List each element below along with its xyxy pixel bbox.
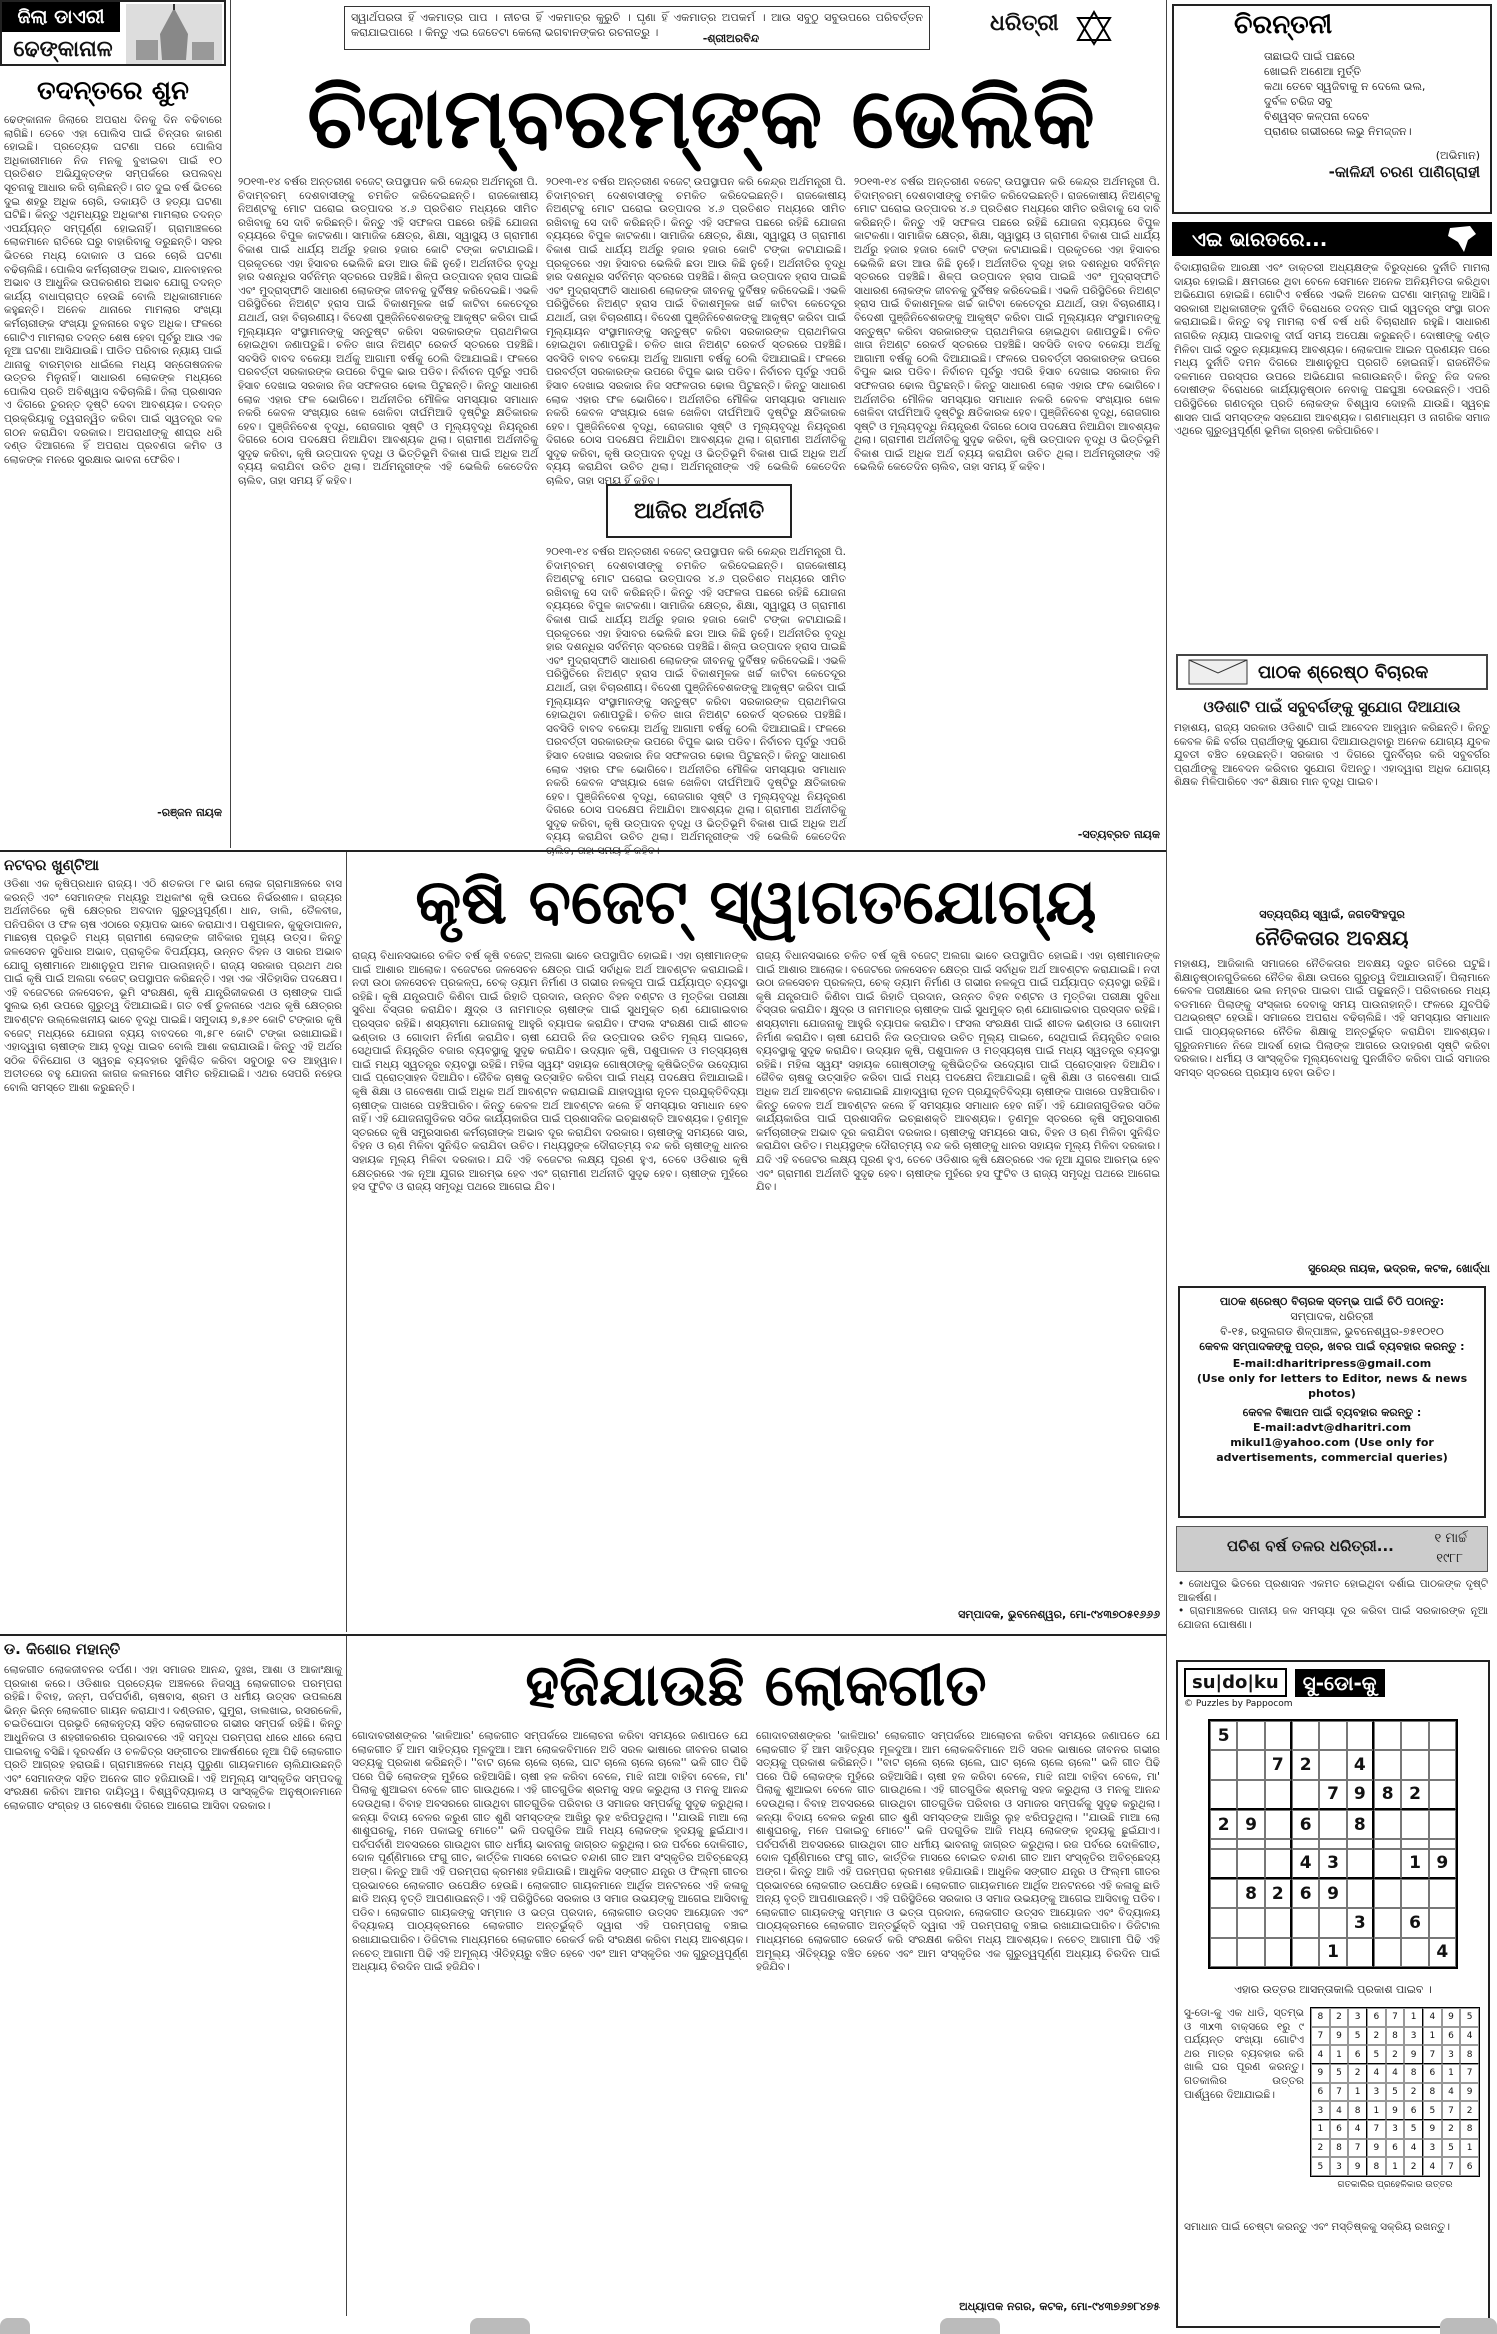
solution-cell: 1 (1348, 2083, 1367, 2102)
contact-box (1178, 1286, 1486, 1518)
sudoku-cell[interactable] (1237, 1938, 1264, 1967)
solution-cell: 7 (1442, 2101, 1461, 2120)
solution-cell: 6 (1386, 2139, 1405, 2158)
star-logo-icon (1076, 10, 1112, 46)
district-label: ଜିଲା ଡାଏରୀ (2, 2, 120, 32)
sudoku-cell[interactable] (1319, 1839, 1346, 1848)
chirantani-source: (ଅଭିମାନ) (1435, 149, 1480, 162)
reader-banner (1176, 654, 1488, 690)
ads-email-heading: କେବଳ ବିଜ୍ଞାପନ ପାଇଁ ବ୍ୟବହାର କରନ୍ତୁ : (1242, 1406, 1422, 1419)
sudoku-cell[interactable] (1292, 1839, 1319, 1848)
sudoku-logo: su|do|ku (1184, 1668, 1287, 1697)
solution-cell: 9 (1367, 2139, 1386, 2158)
sudoku-cell[interactable]: 3 (1319, 1849, 1346, 1879)
chirantani-line: କଥା ତେବେ ସ୍ୱଜିବାକୁ ନ ଦେଲେ ଭଲ, (1264, 80, 1426, 93)
sudoku-cell[interactable] (1347, 1721, 1374, 1750)
sudoku-cell[interactable] (1429, 1879, 1456, 1908)
chirantani-poem (1184, 49, 1480, 139)
contact-line-1: ସମ୍ପାଦକ, ଧରିତ୍ରୀ (1290, 1310, 1374, 1323)
solution-cell: 3 (1311, 2101, 1330, 2120)
sudoku-cell[interactable] (1429, 1750, 1456, 1779)
chirantani-line: ତାଛାଇଦି ପାଇଁ ପଛରେ (1264, 50, 1355, 63)
sudoku-cell[interactable]: 6 (1401, 1908, 1428, 1937)
solution-cell: 3 (1386, 2120, 1405, 2139)
sudoku-cell[interactable]: 4 (1292, 1849, 1319, 1879)
solution-cell: 6 (1404, 2101, 1423, 2120)
editor-email[interactable]: E-mail:dharitripress@gmail.com (1232, 1357, 1432, 1370)
chirantani-line: ଦୁର୍ବଳ ଚରିଜ ସବୁ (1264, 95, 1333, 108)
main3-headline: ହଜିଯାଉଛି ଲୋକଗୀତ (525, 1651, 987, 1719)
solution-cell: 1 (1330, 2045, 1349, 2064)
sudoku-cell[interactable] (1210, 1780, 1237, 1810)
sudoku-cell[interactable] (1265, 1721, 1292, 1750)
letter1-title: ଓଡିଶାଟି ପାଇଁ ସବୁବର୍ଗଙ୍କୁ ସୁଯୋଗ ଦିଆଯାଉ (1203, 698, 1461, 716)
main3-body-left: ଗୋଦାବରୀଶଙ୍କର 'କାଳିଆର' ଲୋକଗୀତ ସମ୍ପର୍କରେ ଆଲୋଚନା କରିବା ସମୟରେ ଜଣାପଡେ ଯେ ଲୋକଗୀତ ହିଁ ଆମ ସାହିତ୍ୟର ମୂଳଦୁଆ। ଆମ ଲୋକକବିମାନେ ଅତି ସରଳ ଭାଷାରେ ଜୀବନର ଗଭୀର ସତ୍ୟକୁ ପ୍ରକାଶ କରିଛନ୍ତି। ''ବାଟ ଚାଲେ ଚାଲେ ଚାଲେ, ଘାଟ ଚାଲେ ଚାଲେ ଚାଲେ'' ଭଳି ଗୀତ ପିଢି ପରେ ପିଢି ଲୋକଙ୍କ ମୁହଁରେ ରହିଆସିଛି। ଚାଷୀ ହଳ କରିବା ବେଳେ, ମାଝି ନାଆ ବାହିବା ବେଳେ, ମା' ପିଲାକୁ ଶୁଆଇବା ବେଳେ ଗୀତ ଗାଉଥିଲେ। ଏହି ଗୀତଗୁଡିକ ଶ୍ରମକୁ ସହଜ କରୁଥିଲା ଓ ମନକୁ ଆନନ୍ଦ ଦେଉଥିଲା। ବିବାହ ଅବସରରେ ଗାଉଥିବା ଗୀତଗୁଡିକ ପରିବାର ଓ ସମାଜର ସମ୍ପର୍କକୁ ସୁଦୃଢ କରୁଥିଲା। କନ୍ୟା ବିଦାୟ ବେଳର କରୁଣ ଗୀତ ଶୁଣି ସମସ୍ତଙ୍କ ଆଖିରୁ ଲୁହ ଝରିପଡୁଥିଲା। ''ଯାଉଛି ମାଆ ଲୋ ଶାଶୁଘରକୁ, ମନେ ପକାଇବୁ ମୋତେ'' ଭଳି ପଦଗୁଡିକ ଆଜି ମଧ୍ୟ ଲୋକଙ୍କ ହୃଦୟକୁ ଛୁଇଁଯାଏ। ପର୍ବପର୍ବାଣି ଅବସରରେ ଗାଉଥିବା ଗୀତ ଧର୍ମୀୟ ଭାବନାକୁ ଜାଗ୍ରତ କରୁଥିଲା। ରଜ ପର୍ବରେ ଦୋଳିଗୀତ, ଦୋଳ ପୂର୍ଣ୍ଣିମାରେ ଫଗୁ ଗୀତ, କାର୍ତ୍ତିକ ମାସରେ ବୋଇତ ବନ୍ଦାଣ ଗୀତ ଆମ ସଂସ୍କୃତିର ଅବିଚ୍ଛେଦ୍ୟ ଅଙ୍ଗ। କିନ୍ତୁ ଆଜି ଏହି ପରମ୍ପରା କ୍ରମଶଃ ହଜିଯାଉଛି। ଆଧୁନିକ ସଙ୍ଗୀତ ଯନ୍ତ୍ର ଓ ଫିଲ୍ମୀ ଗୀତର ପ୍ରଭାବରେ ଲୋକଗୀତ ଉପେକ୍ଷିତ ହେଉଛି। ଲୋକଗୀତ ଗାୟକମାନେ ଆର୍ଥିକ ଅନଟନରେ ଏହି କଳାକୁ ଛାଡି ଅନ୍ୟ ବୃତ୍ତି ଆପଣାଉଛନ୍ତି। ଏହି ପରିସ୍ଥିତିରେ ସରକାର ଓ ସମାଜ ଉଭୟଙ୍କୁ ଆଗେଇ ଆସିବାକୁ ପଡିବ। ଲୋକଗୀତ ଗାୟକଙ୍କୁ ସମ୍ମାନ ଓ ଭତ୍ତା ପ୍ରଦାନ, ଲୋକଗୀତ ଉତ୍ସବ ଆୟୋଜନ ଏବଂ ବିଦ୍ୟାଳୟ ପାଠ୍ୟକ୍ରମରେ ଲୋକଗୀତ ଅନ୍ତର୍ଭୁକ୍ତି ଦ୍ୱାରା ଏହି ପରମ୍ପରାକୁ ବଞ୍ଚାଇ ରଖାଯାଇପାରିବ। ଡିଜିଟାଲ ମାଧ୍ୟମରେ ଲୋକଗୀତ ରେକର୍ଡ କରି ସଂରକ୍ଷଣ କରିବା ମଧ୍ୟ ଆବଶ୍ୟକ। ନଚେତ୍ ଆଗାମୀ ପିଢି ଏହି ଅମୂଲ୍ୟ ଐତିହ୍ୟରୁ ବଞ୍ଚିତ ହେବେ ଏବଂ ଆମ ସଂସ୍କୃତିର ଏକ ଗୁରୁତ୍ୱପୂର୍ଣ୍ଣ ଅଧ୍ୟାୟ ଚିରଦିନ ପାଇଁ ହଜିଯିବ। (352, 1730, 748, 1974)
archive-bullets (1178, 1578, 1488, 1654)
sudoku-solution-grid (1310, 2007, 1480, 2177)
sudoku-cell[interactable] (1210, 1879, 1237, 1908)
solution-cell: 1 (1460, 2139, 1479, 2158)
dharitri-logo (990, 10, 1112, 54)
solution-cell: 7 (1367, 2120, 1386, 2139)
solution-cell: 2 (1311, 2139, 1330, 2158)
solution-cell: 7 (1311, 2027, 1330, 2046)
archive-date: ୧ ମାର୍ଚ୍ଚ (1434, 1531, 1467, 1546)
solution-cell: 4 (1460, 2027, 1479, 2046)
solution-cell: 3 (1404, 2027, 1423, 2046)
india-map-icon (1442, 224, 1482, 254)
contact-heading: ପାଠକ ଶ୍ରେଷ୍ଠ ବିଚାରକ ସ୍ତମ୍ଭ ପାଇଁ ଚିଠି ପଠାନ୍ତୁ: (1219, 1295, 1445, 1308)
solution-cell: 9 (1386, 2101, 1405, 2120)
solution-cell: 9 (1330, 2027, 1349, 2046)
solution-cell: 8 (1460, 2045, 1479, 2064)
district-name: ଢେଙ୍କାନାଳ (13, 36, 113, 62)
solution-cell: 9 (1423, 2120, 1442, 2139)
sudoku-cell[interactable] (1292, 1780, 1319, 1810)
solution-cell: 6 (1460, 2157, 1479, 2176)
sudoku-cell[interactable] (1237, 1750, 1264, 1779)
solution-cell: 4 (1404, 2139, 1423, 2158)
solution-cell: 8 (1367, 2157, 1386, 2176)
solution-cell: 7 (1423, 2045, 1442, 2064)
solution-cell: 2 (1367, 2027, 1386, 2046)
chirantani-line: ଖୋଇନି ଅଣେଆ ମୁର୍ତ୍ତି (1264, 65, 1362, 78)
sudoku-cell[interactable]: 2 (1401, 1780, 1428, 1810)
col1-body: ଢେଙ୍କାନାଳ ଜିଲାରେ ଅପରାଧ ଦିନକୁ ଦିନ ବଢିବାରେ ଲାଗିଛି। ତେବେ ଏହା ପୋଲିସ ପାଇଁ ଚିନ୍ତାର କାରଣ ହୋଇଛି। ପ୍ରତ୍ୟେକ ଘଟଣା ପରେ ପୋଲିସ ଅଧିକାରୀମାନେ ନିଜ ମନକୁ ବୁଝାଇବା ପାଇଁ ୧୦ ପ୍ରତିଶତ ଅଭିଯୁକ୍ତଙ୍କ ସମ୍ପର୍କରେ ଉପଲବ୍ଧ ସୂଚନାକୁ ଆଧାର କରି ଚାଲିଛନ୍ତି। ଗତ ଦୁଇ ବର୍ଷ ଭିତରେ ଦୁଇ ଶହରୁ ଅଧିକ ଚୋରି, ଡକାୟତି ଓ ହତ୍ୟା ଘଟଣା ଘଟିଛି। କିନ୍ତୁ ଏଥିମଧ୍ୟରୁ ଅଧିକାଂଶ ମାମଲାର ତଦନ୍ତ ଏପର୍ଯ୍ୟନ୍ତ ସମ୍ପୂର୍ଣ୍ଣ ହୋଇନାହିଁ। ଗ୍ରାମାଞ୍ଚଳରେ ଲୋକମାନେ ରାତିରେ ଘରୁ ବାହାରିବାକୁ ଡରୁଛନ୍ତି। ସହର ଭିତରେ ମଧ୍ୟ ଦୋକାନ ଓ ଘରେ ଚୋରି ଘଟଣା ବଢିଚାଲିଛି। ପୋଲିସ କର୍ମଚାରୀଙ୍କ ଅଭାବ, ଯାନବାହନର ଅଭାବ ଓ ଆଧୁନିକ ଉପକରଣର ଅଭାବ ଯୋଗୁ ତଦନ୍ତ କାର୍ଯ୍ୟ ବାଧାପ୍ରାପ୍ତ ହେଉଛି ବୋଲି ଅଧିକାରୀମାନେ କହୁଛନ୍ତି। ଅନେକ ଥାନାରେ ମାମଲାର ସଂଖ୍ୟା କର୍ମଚାରୀଙ୍କ ସଂଖ୍ୟା ତୁଳନାରେ ବହୁତ ଅଧିକ। ଫଳରେ ଗୋଟିଏ ମାମଲାର ତଦନ୍ତ ଶେଷ ହେବା ପୂର୍ବରୁ ଆଉ ଏକ ନୂଆ ଘଟଣା ଆସିଯାଉଛି। ପୀଡିତ ପରିବାର ନ୍ୟାୟ ପାଇଁ ଥାନାକୁ ବାରମ୍ବାର ଧାଇଁଲେ ମଧ୍ୟ ସନ୍ତୋଷଜନକ ଉତ୍ତର ମିଳୁନାହିଁ। ସାଧାରଣ ଲୋକଙ୍କ ମଧ୍ୟରେ ପୋଲିସ ପ୍ରତି ଅବିଶ୍ୱାସ ବଢିଚାଲିଛି। ଜିଲା ପ୍ରଶାସନ ଏ ଦିଗରେ ତୁରନ୍ତ ଦୃଷ୍ଟି ଦେବା ଆବଶ୍ୟକ। ତଦନ୍ତ ପ୍ରକ୍ରିୟାକୁ ତ୍ୱରାନ୍ୱିତ କରିବା ପାଇଁ ସ୍ୱତନ୍ତ୍ର ଦଳ ଗଠନ କରାଯିବା ଦରକାର। ଅପରାଧୀଙ୍କୁ ଶୀଘ୍ର ଧରି ଦଣ୍ଡ ଦିଆଗଲେ ହିଁ ଅପରାଧ ପ୍ରବଣତା କମିବ ଓ ଲୋକଙ୍କ ମନରେ ସୁରକ୍ଷାର ଭାବନା ଫେରିବ। (4, 114, 222, 466)
todays-economy-badge (606, 484, 792, 538)
sudoku-howto: ସୁ-ଡୋ-କୁ ଏକ ଧାଡି, ସ୍ତମ୍ଭ ଓ ୩x୩ ବାକ୍ସରେ ୧ରୁ ୯ ପର୍ଯ୍ୟନ୍ତ ସଂଖ୍ୟା ଗୋଟିଏ ଥର ମାତ୍ର ବ୍ୟବହାର କରି ଖାଲି ଘର ପୂରଣ କରନ୍ତୁ। ଗତକାଲିର ଉତ୍ତର ପାର୍ଶ୍ୱରେ ଦିଆଯାଇଛି। (1184, 2007, 1304, 2101)
sudoku-cell[interactable]: 7 (1265, 1750, 1292, 1779)
solution-cell: 5 (1311, 2157, 1330, 2176)
sudoku-grid[interactable] (1208, 1719, 1458, 1969)
sudoku-cell[interactable] (1210, 1908, 1237, 1937)
sudoku-cell[interactable] (1292, 1908, 1319, 1937)
solution-cell: 6 (1442, 2027, 1461, 2046)
solution-cell: 8 (1311, 2008, 1330, 2027)
sudoku-cell[interactable] (1347, 1879, 1374, 1908)
solution-cell: 9 (1442, 2008, 1461, 2027)
archive-banner (1176, 1526, 1488, 1572)
sudoku-cell[interactable] (1210, 1839, 1237, 1848)
sudoku-cell[interactable] (1401, 1938, 1428, 1967)
sudoku-cell[interactable] (1319, 1810, 1346, 1839)
solution-cell: 2 (1404, 2157, 1423, 2176)
solution-cell: 1 (1367, 2101, 1386, 2120)
solution-cell: 5 (1423, 2101, 1442, 2120)
archive-bullet-2: • ଗ୍ରାମାଞ୍ଚଳରେ ପାନୀୟ ଜଳ ସମସ୍ୟା ଦୂର କରିବା ପାଇଁ ସରକାରଙ୍କ ନୂଆ ଯୋଜନା ଘୋଷଣା। (1178, 1605, 1489, 1631)
solution-cell: 9 (1460, 2083, 1479, 2102)
district-diary-box (0, 0, 226, 66)
sudoku-cell[interactable]: 2 (1265, 1879, 1292, 1908)
solution-cell: 6 (1348, 2045, 1367, 2064)
sudoku-cell[interactable] (1401, 1839, 1428, 1848)
sudoku-cell[interactable] (1374, 1938, 1401, 1967)
sudoku-cell[interactable] (1292, 1721, 1319, 1750)
col1-signature: -ରଞ୍ଜନ ନାୟକ (157, 806, 222, 819)
sudoku-cell[interactable] (1210, 1938, 1237, 1967)
sudoku-cell[interactable]: 9 (1429, 1849, 1456, 1879)
solution-cell: 2 (1460, 2101, 1479, 2120)
sudoku-cell[interactable] (1319, 1721, 1346, 1750)
sudoku-cell[interactable] (1401, 1879, 1428, 1908)
chirantani-line: ବିଶ୍ୱସ୍ତ କଳ୍ପନା ଦେବେ (1264, 110, 1370, 123)
ads-email-2[interactable]: mikul1@yahoo.com (Use only for advertisements, commercial queries) (1216, 1436, 1448, 1464)
main1-headline: ଚିଦାମ୍ବରମ୍‌ଙ୍କ ଭେଲିକି (307, 68, 1095, 167)
chirantani-title: ଚିରନ୍ତନୀ (1234, 10, 1333, 40)
solution-cell: 1 (1442, 2064, 1461, 2083)
letter1-body: ମହାଶୟ, ରାଜ୍ୟ ସରକାର ଓଡିଶାଟି ପାଇଁ ଆବେଦନ ଆହ୍ୱାନ କରିଛନ୍ତି। କିନ୍ତୁ କେବଳ କିଛି ବର୍ଗର ପ୍ରାର୍ଥୀଙ୍କୁ ସୁଯୋଗ ଦିଆଯାଉଥିବାରୁ ଅନେକ ଯୋଗ୍ୟ ଯୁବକ ଯୁବତୀ ବଞ୍ଚିତ ହେଉଛନ୍ତି। ସରକାର ଏ ଦିଗରେ ପୁନର୍ବିଚାର କରି ସବୁବର୍ଗର ପ୍ରାର୍ଥୀଙ୍କୁ ଆବେଦନ କରିବାର ସୁଯୋଗ ଦିଅନ୍ତୁ। ଏହାଦ୍ୱାରା ଅଧିକ ଯୋଗ୍ୟ ଶିକ୍ଷକ ମିଳିପାରିବେ ଏବଂ ଶିକ୍ଷାର ମାନ ବୃଦ୍ଧି ପାଇବ। (1174, 722, 1490, 789)
solution-cell: 4 (1386, 2064, 1405, 2083)
chirantani-box (1172, 4, 1492, 214)
solution-cell: 7 (1442, 2157, 1461, 2176)
sudoku-cell[interactable] (1237, 1849, 1264, 1879)
mid-left-body: ଓଡିଶା ଏକ କୃଷିପ୍ରଧାନ ରାଜ୍ୟ। ଏଠି ଶତକଡା ୮୧ ଭାଗ ଲୋକ ଗ୍ରାମାଞ୍ଚଳରେ ବାସ କରନ୍ତି ଏବଂ ସେମାନଙ୍କ ମଧ୍ୟରୁ ଅଧିକାଂଶ କୃଷି ଉପରେ ନିର୍ଭରଶୀଳ। ରାଜ୍ୟର ଅର୍ଥନୀତିରେ କୃଷି କ୍ଷେତ୍ରର ଅବଦାନ ଗୁରୁତ୍ୱପୂର୍ଣ୍ଣ। ଧାନ, ଡାଲି, ତୈଳବୀଜ, ପନିପରିବା ଓ ଫଳ ଚାଷ ଏଠାରେ ବ୍ୟାପକ ଭାବେ କରାଯାଏ। ପଶୁପାଳନ, କୁକୁଡାପାଳନ, ମାଛଚାଷ ପ୍ରଭୃତି ମଧ୍ୟ ଗ୍ରାମୀଣ ଲୋକଙ୍କ ଜୀବିକାର ମୁଖ୍ୟ ଉତ୍ସ। କିନ୍ତୁ ଜଳସେଚନ ସୁବିଧାର ଅଭାବ, ପ୍ରାକୃତିକ ବିପର୍ଯ୍ୟୟ, ଉନ୍ନତ ବିହନ ଓ ସାରର ଅଭାବ ଯୋଗୁ ଚାଷୀମାନେ ଆଶାନୁରୂପ ଅମଳ ପାଉନାହାନ୍ତି। ରାଜ୍ୟ ସରକାର ପ୍ରଥମ ଥର ପାଇଁ କୃଷି ପାଇଁ ଅଲଗା ବଜେଟ୍ ଉପସ୍ଥାପନ କରିଛନ୍ତି। ଏହା ଏକ ଐତିହାସିକ ପଦକ୍ଷେପ। ଏହି ବଜେଟରେ ଜଳସେଚନ, ଭୂମି ସଂରକ୍ଷଣ, କୃଷି ଯାନ୍ତ୍ରିକୀକରଣ ଓ ଚାଷୀଙ୍କ ପାଇଁ ସୁଲଭ ଋଣ ଉପରେ ଗୁରୁତ୍ୱ ଦିଆଯାଇଛି। ଗତ ବର୍ଷ ତୁଳନାରେ ଏଥର କୃଷି କ୍ଷେତ୍ରର ଆବଣ୍ଟନ ଉଲ୍ଲେଖନୀୟ ଭାବେ ବୃଦ୍ଧି ପାଇଛି। ସମୁଦାୟ ୭,୫୬୧ କୋଟି ଟଙ୍କାର କୃଷି ବଜେଟ୍ ମଧ୍ୟରେ ଯୋଜନା ବ୍ୟୟ ବାବଦରେ ୩,୫୮୧ କୋଟି ଟଙ୍କା ରଖାଯାଇଛି। ଏହାଦ୍ୱାରା ଚାଷୀଙ୍କ ଆୟ ବୃଦ୍ଧି ପାଇବ ବୋଲି ଆଶା କରାଯାଉଛି। କିନ୍ତୁ ଏହି ଅର୍ଥର ସଠିକ ବିନିଯୋଗ ଓ ସ୍ୱଚ୍ଛ ବ୍ୟବହାର ସୁନିଶ୍ଚିତ କରିବା ସବୁଠାରୁ ବଡ ଆହ୍ୱାନ। ଅତୀତରେ ବହୁ ଯୋଜନା କାଗଜ କଲମରେ ସୀମିତ ରହିଯାଇଛି। ଏଥର ସେପରି ନହେଉ ବୋଲି ସମସ୍ତେ ଆଶା କରୁଛନ୍ତି। (4, 878, 342, 1094)
sudoku-cell[interactable] (1237, 1780, 1264, 1810)
sudoku-cell[interactable] (1429, 1721, 1456, 1750)
sudoku-cell[interactable]: 7 (1319, 1780, 1346, 1810)
sudoku-box (1176, 1660, 1490, 2328)
solution-cell: 9 (1404, 2045, 1423, 2064)
mid-left-byline: ନଟବର ଖୁଣ୍ଟିଆ (4, 856, 100, 874)
solution-cell: 3 (1423, 2139, 1442, 2158)
editor-email-note: (Use only for letters to Editor, news & news photos) (1196, 1372, 1468, 1400)
sudoku-cell[interactable]: 4 (1429, 1938, 1456, 1967)
sudoku-cell[interactable]: 9 (1237, 1810, 1264, 1839)
page-tab-1 (0, 2318, 30, 2334)
sudoku-cell[interactable]: 8 (1347, 1810, 1374, 1839)
sudoku-cell[interactable] (1429, 1780, 1456, 1810)
sudoku-cell[interactable] (1401, 1721, 1428, 1750)
solution-cell: 2 (1386, 2045, 1405, 2064)
solution-cell: 4 (1311, 2045, 1330, 2064)
ei-bharatare-banner (1172, 222, 1492, 256)
sudoku-cell[interactable] (1374, 1879, 1401, 1908)
sudoku-cell[interactable] (1429, 1810, 1456, 1839)
page-tab-4 (1440, 2318, 1497, 2334)
letter1-signature: ସତ୍ୟପ୍ରିୟ ସ୍ୱାଇଁ, ଜଗତସିଂହପୁର (1259, 908, 1405, 921)
sudoku-cell[interactable]: 2 (1292, 1750, 1319, 1779)
sudoku-credit: © Puzzles by Pappocom (1184, 1699, 1293, 1709)
sudoku-cell[interactable]: 9 (1347, 1780, 1374, 1810)
sudoku-cell[interactable]: 5 (1210, 1721, 1237, 1750)
page-tab-3 (940, 2318, 1000, 2334)
sudoku-cell[interactable] (1429, 1839, 1456, 1848)
solution-cell: 4 (1330, 2101, 1349, 2120)
chirantani-line: ପ୍ରାଣର ଗଭୀରରେ ଲଭୁ ନିମଜ୍ଜନ। (1264, 125, 1412, 138)
solution-cell: 5 (1367, 2045, 1386, 2064)
sudoku-bottom-note: ସମାଧାନ ପାଇଁ ଚେଷ୍ଟା କରନ୍ତୁ ଏବଂ ମସ୍ତିଷ୍କକୁ ସକ୍ରିୟ ରଖନ୍ତୁ। (1184, 2221, 1450, 2233)
solution-cell: 6 (1311, 2083, 1330, 2102)
banner-text: ଏଇ ଭାରତରେ... (1192, 227, 1328, 251)
solution-cell: 2 (1330, 2008, 1349, 2027)
sudoku-cell[interactable] (1237, 1908, 1264, 1937)
archive-bullet-1: • ଜୋଧପୁର ଭିତରେ ପ୍ରଶାସନ ଏକମତ ହୋଇଥିବା ଦର୍ଶାଇ ପାଠକଙ୍କ ଦୃଷ୍ଟି ଆକର୍ଷଣ। (1178, 1578, 1489, 1604)
bottom-left-body: ଲୋକଗୀତ ଲୋକଜୀବନର ଦର୍ପଣ। ଏହା ସମାଜର ଆନନ୍ଦ, ଦୁଃଖ, ଆଶା ଓ ଆକାଂକ୍ଷାକୁ ପ୍ରକାଶ କରେ। ଓଡିଶାର ପ୍ରତ୍ୟେକ ଅଞ୍ଚଳରେ ନିଜସ୍ୱ ଲୋକଗୀତର ପରମ୍ପରା ରହିଛି। ବିବାହ, ଜନ୍ମ, ପର୍ବପର୍ବାଣି, ଚାଷବାସ, ଶ୍ରମ ଓ ଧର୍ମୀୟ ଉତ୍ସବ ଉପଲକ୍ଷେ ଭିନ୍ନ ଭିନ୍ନ ଲୋକଗୀତ ଗାୟନ କରାଯାଏ। ଦଣ୍ଡନାଚ, ଘୁମୁରା, ଡାଲଖାଇ, ରସରକେଳି, ଚଇତିଘୋଡା ପ୍ରଭୃତି ଲୋକନୃତ୍ୟ ସହିତ ଲୋକଗୀତର ଗଭୀର ସମ୍ପର୍କ ରହିଛି। କିନ୍ତୁ ଆଧୁନିକତା ଓ ଶହରୀକରଣର ପ୍ରଭାବରେ ଏହି ସମୃଦ୍ଧ ପରମ୍ପରା ଧୀରେ ଧୀରେ ଲୋପ ପାଇବାକୁ ବସିଛି। ଦୂରଦର୍ଶନ ଓ ଚଳଚ୍ଚିତ୍ର ସଙ୍ଗୀତର ଆକର୍ଷଣରେ ନୂଆ ପିଢି ଲୋକଗୀତ ପ୍ରତି ଆଗ୍ରହ ହରାଉଛି। ଗ୍ରାମାଞ୍ଚଳରେ ମଧ୍ୟ ପୁରୁଣା ଗାୟକମାନେ ଚାଲିଯାଉଛନ୍ତି ଏବଂ ସେମାନଙ୍କ ସହିତ ଅନେକ ଗୀତ ହଜିଯାଉଛି। ଏହି ଅମୂଲ୍ୟ ସାଂସ୍କୃତିକ ସମ୍ପଦକୁ ସଂରକ୍ଷଣ କରିବା ଆମର ଦାୟିତ୍ୱ। ବିଶ୍ୱବିଦ୍ୟାଳୟ ଓ ସାଂସ୍କୃତିକ ଅନୁଷ୍ଠାନମାନେ ଲୋକଗୀତ ସଂଗ୍ରହ ଓ ଗବେଷଣା ଦିଗରେ ଆଗେଇ ଆସିବା ଦରକାର। (4, 1664, 342, 1812)
sudoku-cell[interactable] (1237, 1721, 1264, 1750)
sudoku-cell[interactable]: 1 (1401, 1849, 1428, 1879)
main1-body-left: ୨୦୧୩-୧୪ ବର୍ଷର ଅନ୍ତରୀଣ ବଜେଟ୍ ଉପସ୍ଥାପନ କରି କେନ୍ଦ୍ର ଅର୍ଥମନ୍ତ୍ରୀ ପି. ଚିଦାମ୍ବରମ୍ ଦେଶବାସୀଙ୍କୁ ଚମକିତ କରିଦେଇଛନ୍ତି। ରାଜକୋଷୀୟ ନିଅଣ୍ଟକୁ ମୋଟ ଘରୋଇ ଉତ୍ପାଦର ୪.୬ ପ୍ରତିଶତ ମଧ୍ୟରେ ସୀମିତ ରଖିବାକୁ ସେ ଦାବି କରିଛନ୍ତି। କିନ୍ତୁ ଏହି ସଫଳତା ପଛରେ ରହିଛି ଯୋଜନା ବ୍ୟୟରେ ବିପୁଳ କାଟକଣା। ସାମାଜିକ କ୍ଷେତ୍ର, ଶିକ୍ଷା, ସ୍ୱାସ୍ଥ୍ୟ ଓ ଗ୍ରାମୀଣ ବିକାଶ ପାଇଁ ଧାର୍ଯ୍ୟ ଅର୍ଥରୁ ହଜାର ହଜାର କୋଟି ଟଙ୍କା କଟାଯାଇଛି। ପ୍ରକୃତରେ ଏହା ହିସାବର ଭେଲିକି ଛଡା ଆଉ କିଛି ନୁହେଁ। ଅର୍ଥନୀତିର ବୃଦ୍ଧି ହାର ଦଶନ୍ଧିର ସର୍ବନିମ୍ନ ସ୍ତରରେ ପହଞ୍ଚିଛି। ଶିଳ୍ପ ଉତ୍ପାଦନ ହ୍ରାସ ପାଇଛି ଏବଂ ମୁଦ୍ରାସ୍ଫୀତି ସାଧାରଣ ଲୋକଙ୍କ ଜୀବନକୁ ଦୁର୍ବିଷହ କରିଦେଇଛି। ଏଭଳି ପରିସ୍ଥିତିରେ ନିଅଣ୍ଟ ହ୍ରାସ ପାଇଁ ବିକାଶମୂଳକ ଖର୍ଚ୍ଚ କାଟିବା କେତେଦୂର ଯଥାର୍ଥ, ତାହା ବିଚାରଣୀୟ। ବିଦେଶୀ ପୁଞ୍ଜିନିବେଶକଙ୍କୁ ଆକୃଷ୍ଟ କରିବା ପାଇଁ ମୂଲ୍ୟାୟନ ସଂସ୍ଥାମାନଙ୍କୁ ସନ୍ତୁଷ୍ଟ କରିବା ସରକାରଙ୍କ ପ୍ରାଥମିକତା ହୋଇଥିବା ଜଣାପଡୁଛି। ଚଳିତ ଖାତା ନିଅଣ୍ଟ ରେକର୍ଡ ସ୍ତରରେ ପହଞ୍ଚିଛି। ସବସିଡି ବାବଦ ବକେୟା ଅର୍ଥକୁ ଆଗାମୀ ବର୍ଷକୁ ଠେଲି ଦିଆଯାଇଛି। ଫଳରେ ପରବର୍ତ୍ତୀ ସରକାରଙ୍କ ଉପରେ ବିପୁଳ ଭାର ପଡିବ। ନିର୍ବାଚନ ପୂର୍ବରୁ ଏପରି ହିସାବ ଦେଖାଇ ସରକାର ନିଜ ସଫଳତାର ଢୋଲ ପିଟୁଛନ୍ତି। କିନ୍ତୁ ସାଧାରଣ ଲୋକ ଏହାର ଫଳ ଭୋଗିବେ। ଅର୍ଥନୀତିର ମୌଳିକ ସମସ୍ୟାର ସମାଧାନ ନକରି କେବଳ ସଂଖ୍ୟାର ଖେଳ ଖେଳିବା ଦୀର୍ଘମିଆଦି ଦୃଷ୍ଟିରୁ କ୍ଷତିକାରକ ହେବ। ପୁଞ୍ଜିନିବେଶ ବୃଦ୍ଧି, ରୋଜଗାର ସୃଷ୍ଟି ଓ ମୂଲ୍ୟବୃଦ୍ଧି ନିୟନ୍ତ୍ରଣ ଦିଗରେ ଠୋସ ପଦକ୍ଷେପ ନିଆଯିବା ଆବଶ୍ୟକ ଥିଲା। ଗ୍ରାମୀଣ ଅର୍ଥନୀତିକୁ ସୁଦୃଢ କରିବା, କୃଷି ଉତ୍ପାଦନ ବୃଦ୍ଧି ଓ ଭିତ୍ତିଭୂମି ବିକାଶ ପାଇଁ ଅଧିକ ଅର୍ଥ ବ୍ୟୟ କରାଯିବା ଉଚିତ ଥିଲା। ଅର୍ଥମନ୍ତ୍ରୀଙ୍କ ଏହି ଭେଲିକି କେତେଦିନ ଚାଲିବ, ତାହା ସମୟ ହିଁ କହିବ। (238, 176, 538, 488)
temple-illustration (126, 4, 222, 64)
sudoku-cell[interactable] (1374, 1750, 1401, 1779)
sudoku-cell[interactable] (1347, 1839, 1374, 1848)
solution-cell: 3 (1442, 2045, 1461, 2064)
page-tab-2 (470, 2318, 530, 2334)
solution-cell: 1 (1404, 2008, 1423, 2027)
solution-cell: 4 (1423, 2157, 1442, 2176)
sudoku-cell[interactable] (1374, 1810, 1401, 1839)
main2-signature: ସମ୍ପାଦକ, ଭୁବନେଶ୍ୱର, ମୋ-୯୪୩୭୦୫୧୬୬୬ (958, 1608, 1160, 1621)
solution-cell: 9 (1348, 2157, 1367, 2176)
contact-line-2: ବି-୧୫, ରସୁଲଗଡ ଶିଳ୍ପାଞ୍ଚଳ, ଭୁବନେଶ୍ୱର-୭୫୧୦୧୦ (1220, 1325, 1444, 1338)
solution-cell: 5 (1460, 2008, 1479, 2027)
main1-body-mid2: ୨୦୧୩-୧୪ ବର୍ଷର ଅନ୍ତରୀଣ ବଜେଟ୍ ଉପସ୍ଥାପନ କରି କେନ୍ଦ୍ର ଅର୍ଥମନ୍ତ୍ରୀ ପି. ଚିଦାମ୍ବରମ୍ ଦେଶବାସୀଙ୍କୁ ଚମକିତ କରିଦେଇଛନ୍ତି। ରାଜକୋଷୀୟ ନିଅଣ୍ଟକୁ ମୋଟ ଘରୋଇ ଉତ୍ପାଦର ୪.୬ ପ୍ରତିଶତ ମଧ୍ୟରେ ସୀମିତ ରଖିବାକୁ ସେ ଦାବି କରିଛନ୍ତି। କିନ୍ତୁ ଏହି ସଫଳତା ପଛରେ ରହିଛି ଯୋଜନା ବ୍ୟୟରେ ବିପୁଳ କାଟକଣା। ସାମାଜିକ କ୍ଷେତ୍ର, ଶିକ୍ଷା, ସ୍ୱାସ୍ଥ୍ୟ ଓ ଗ୍ରାମୀଣ ବିକାଶ ପାଇଁ ଧାର୍ଯ୍ୟ ଅର୍ଥରୁ ହଜାର ହଜାର କୋଟି ଟଙ୍କା କଟାଯାଇଛି। ପ୍ରକୃତରେ ଏହା ହିସାବର ଭେଲିକି ଛଡା ଆଉ କିଛି ନୁହେଁ। ଅର୍ଥନୀତିର ବୃଦ୍ଧି ହାର ଦଶନ୍ଧିର ସର୍ବନିମ୍ନ ସ୍ତରରେ ପହଞ୍ଚିଛି। ଶିଳ୍ପ ଉତ୍ପାଦନ ହ୍ରାସ ପାଇଛି ଏବଂ ମୁଦ୍ରାସ୍ଫୀତି ସାଧାରଣ ଲୋକଙ୍କ ଜୀବନକୁ ଦୁର୍ବିଷହ କରିଦେଇଛି। ଏଭଳି ପରିସ୍ଥିତିରେ ନିଅଣ୍ଟ ହ୍ରାସ ପାଇଁ ବିକାଶମୂଳକ ଖର୍ଚ୍ଚ କାଟିବା କେତେଦୂର ଯଥାର୍ଥ, ତାହା ବିଚାରଣୀୟ। ବିଦେଶୀ ପୁଞ୍ଜିନିବେଶକଙ୍କୁ ଆକୃଷ୍ଟ କରିବା ପାଇଁ ମୂଲ୍ୟାୟନ ସଂସ୍ଥାମାନଙ୍କୁ ସନ୍ତୁଷ୍ଟ କରିବା ସରକାରଙ୍କ ପ୍ରାଥମିକତା ହୋଇଥିବା ଜଣାପଡୁଛି। ଚଳିତ ଖାତା ନିଅଣ୍ଟ ରେକର୍ଡ ସ୍ତରରେ ପହଞ୍ଚିଛି। ସବସିଡି ବାବଦ ବକେୟା ଅର୍ଥକୁ ଆଗାମୀ ବର୍ଷକୁ ଠେଲି ଦିଆଯାଇଛି। ଫଳରେ ପରବର୍ତ୍ତୀ ସରକାରଙ୍କ ଉପରେ ବିପୁଳ ଭାର ପଡିବ। ନିର୍ବାଚନ ପୂର୍ବରୁ ଏପରି ହିସାବ ଦେଖାଇ ସରକାର ନିଜ ସଫଳତାର ଢୋଲ ପିଟୁଛନ୍ତି। କିନ୍ତୁ ସାଧାରଣ ଲୋକ ଏହାର ଫଳ ଭୋଗିବେ। ଅର୍ଥନୀତିର ମୌଳିକ ସମସ୍ୟାର ସମାଧାନ ନକରି କେବଳ ସଂଖ୍ୟାର ଖେଳ ଖେଳିବା ଦୀର୍ଘମିଆଦି ଦୃଷ୍ଟିରୁ କ୍ଷତିକାରକ ହେବ। ପୁଞ୍ଜିନିବେଶ ବୃଦ୍ଧି, ରୋଜଗାର ସୃଷ୍ଟି ଓ ମୂଲ୍ୟବୃଦ୍ଧି ନିୟନ୍ତ୍ରଣ ଦିଗରେ ଠୋସ ପଦକ୍ଷେପ ନିଆଯିବା ଆବଶ୍ୟକ ଥିଲା। ଗ୍ରାମୀଣ ଅର୍ଥନୀତିକୁ ସୁଦୃଢ କରିବା, କୃଷି ଉତ୍ପାଦନ ବୃଦ୍ଧି ଓ ଭିତ୍ତିଭୂମି ବିକାଶ ପାଇଁ ଅଧିକ ଅର୍ଥ ବ୍ୟୟ କରାଯିବା ଉଚିତ ଥିଲା। ଅର୍ଥମନ୍ତ୍ରୀଙ୍କ ଏହି ଭେଲିକି କେତେଦିନ (546, 546, 846, 844)
solution-cell: 2 (1404, 2083, 1423, 2102)
sudoku-cell[interactable] (1347, 1938, 1374, 1967)
solution-cell: 9 (1311, 2064, 1330, 2083)
solution-cell: 8 (1348, 2101, 1367, 2120)
solution-cell: 3 (1367, 2083, 1386, 2102)
solution-cell: 8 (1404, 2064, 1423, 2083)
sudoku-cell[interactable] (1374, 1908, 1401, 1937)
thought-quote: ସ୍ୱାର୍ଥପରତା ହିଁ ଏକମାତ୍ର ପାପ । ନୀଚତା ହିଁ ଏକମାତ୍ର କୁରୁଚି । ଘୃଣା ହିଁ ଏକମାତ୍ର ଅପକର୍ମ । ଆଉ ସବୁଠୁ ସବୁଉପରେ ପରିବର୍ତ୍ତନ କରାଯାଇପାରେ । କିନ୍ତୁ ଏଇ ଜେତେଟା କେଲୋ ଭଗବାନଙ୍କର ରଚନାତ୍ରୁ । (351, 11, 923, 39)
quote-author: -ଶ୍ରୀଅରବିନ୍ଦ (702, 32, 759, 45)
sudoku-cell[interactable] (1265, 1810, 1292, 1839)
solution-cell: 1 (1423, 2027, 1442, 2046)
sudoku-cell[interactable] (1265, 1839, 1292, 1848)
solution-cell: 1 (1386, 2157, 1405, 2176)
sudoku-cell[interactable] (1347, 1849, 1374, 1879)
archive-year: ୧୯୮୮ (1436, 1551, 1463, 1566)
solution-cell: 8 (1460, 2120, 1479, 2139)
sudoku-cell[interactable]: 3 (1347, 1908, 1374, 1937)
solution-cell: 6 (1330, 2120, 1349, 2139)
solution-cell: 4 (1367, 2064, 1386, 2083)
solution-cell: 5 (1348, 2027, 1367, 2046)
solution-cell: 7 (1330, 2083, 1349, 2102)
sudoku-cell[interactable]: 9 (1319, 1879, 1346, 1908)
solution-cell: 3 (1348, 2008, 1367, 2027)
solution-cell: 8 (1386, 2027, 1405, 2046)
main2-body-right: ରାଜ୍ୟ ବିଧାନସଭାରେ ଚଳିତ ବର୍ଷ କୃଷି ବଜେଟ୍ ଅଲଗା ଭାବେ ଉପସ୍ଥାପିତ ହୋଇଛି। ଏହା ଚାଷୀମାନଙ୍କ ପାଇଁ ଆଶାର ଆଲୋକ। ବଜେଟରେ ଜଳସେଚନ କ୍ଷେତ୍ର ପାଇଁ ସର୍ବାଧିକ ଅର୍ଥ ଆବଣ୍ଟନ କରାଯାଇଛି। ନଦୀ ଉଠା ଜଳସେଚନ ପ୍ରକଳ୍ପ, ଚେକ୍ ଡ୍ୟାମ ନିର୍ମାଣ ଓ ଗଭୀର ନଳକୂପ ପାଇଁ ପର୍ଯ୍ୟାପ୍ତ ବ୍ୟବସ୍ଥା ରହିଛି। କୃଷି ଯନ୍ତ୍ରପାତି କିଣିବା ପାଇଁ ରିହାତି ପ୍ରଦାନ, ଉନ୍ନତ ବିହନ ବଣ୍ଟନ ଓ ମୃତ୍ତିକା ପରୀକ୍ଷା ସୁବିଧା ବିସ୍ତାର କରାଯିବ। କ୍ଷୁଦ୍ର ଓ ନାମମାତ୍ର ଚାଷୀଙ୍କ ପାଇଁ ସୁଧମୁକ୍ତ ଋଣ ଯୋଗାଇବାର ପ୍ରସ୍ତାବ ରହିଛି। ଶସ୍ୟବୀମା ଯୋଜନାକୁ ଆହୁରି ବ୍ୟାପକ କରାଯିବ। ଫସଲ ସଂରକ୍ଷଣ ପାଇଁ ଶୀତଳ ଭଣ୍ଡାର ଓ ଗୋଦାମ ନିର୍ମାଣ କରାଯିବ। ଚାଷୀ ଯେପରି ନିଜ ଉତ୍ପାଦର ଉଚିତ ମୂଲ୍ୟ ପାଇବେ, ସେଥିପାଇଁ ନିୟନ୍ତ୍ରିତ ବଜାର ବ୍ୟବସ୍ଥାକୁ ସୁଦୃଢ କରାଯିବ। ଉଦ୍ୟାନ କୃଷି, ପଶୁପାଳନ ଓ ମତ୍ସ୍ୟଚାଷ ପାଇଁ ମଧ୍ୟ ସ୍ୱତନ୍ତ୍ର ବ୍ୟବସ୍ଥା ରହିଛି। ମହିଳା ସ୍ୱୟଂ ସହାୟକ ଗୋଷ୍ଠୀଙ୍କୁ କୃଷିଭିତ୍ତିକ ଉଦ୍ୟୋଗ ପାଇଁ ପ୍ରୋତ୍ସାହନ ଦିଆଯିବ। ଜୈବିକ ଚାଷକୁ ଉତ୍ସାହିତ କରିବା ପାଇଁ ମଧ୍ୟ ପଦକ୍ଷେପ ନିଆଯାଇଛି। କୃଷି ଶିକ୍ଷା ଓ ଗବେଷଣା ପାଇଁ ଅଧିକ ଅର୍ଥ ଆବଣ୍ଟନ କରାଯାଇଛି ଯାହାଦ୍ୱାରା ନୂତନ ପ୍ରଯୁକ୍ତିବିଦ୍ୟା ଚାଷୀଙ୍କ ପାଖରେ ପହଞ୍ଚିପାରିବ। କିନ୍ତୁ କେବଳ ଅର୍ଥ ଆବଣ୍ଟନ କଲେ ହିଁ ସମସ୍ୟାର ସମାଧାନ ହେବ ନାହିଁ। ଏହି ଯୋଜନାଗୁଡିକର ସଠିକ କାର୍ଯ୍ୟକାରିତା ପାଇଁ ପ୍ରଶାସନିକ ଇଚ୍ଛାଶକ୍ତି ଆବଶ୍ୟକ। ତୃଣମୂଳ ସ୍ତରରେ କୃଷି ସମ୍ପ୍ରସାରଣ କର୍ମଚାରୀଙ୍କ ଅଭାବ ଦୂର କରାଯିବା ଦରକାର। ଚାଷୀଙ୍କୁ ସମୟରେ ସାର, ବିହନ ଓ ଋଣ ମିଳିବା ସୁନିଶ୍ଚିତ କରାଯିବା ଉଚିତ। ମଧ୍ୟସ୍ଥଙ୍କ ଦୌରାତ୍ମ୍ୟ ବନ୍ଦ କରି ଚାଷୀଙ୍କୁ ଧାନର ସହାୟକ ମୂଲ୍ୟ ମିଳିବା ଦରକାର। ଯଦି ଏହି ବଜେଟର ଲକ୍ଷ୍ୟ ପୂରଣ ହୁଏ, ତେବେ ଓଡିଶାର କୃଷି କ୍ଷେତ୍ରରେ ଏକ ନୂଆ ଯୁଗର ଆରମ୍ଭ ହେବ ଏବଂ ଗ୍ରାମୀଣ ଅର୍ଥନୀତି ସୁଦୃଢ ହେବ। ଚାଷୀଙ୍କ ମୁହଁରେ ହସ ଫୁଟିବ ଓ ରାଜ୍ୟ ସମୃଦ୍ଧି ପଥରେ ଆଗେଇ ଯିବ। (756, 950, 1160, 1194)
sudoku-cell[interactable] (1374, 1849, 1401, 1879)
sudoku-cell[interactable] (1374, 1839, 1401, 1848)
right1-body: ବିଦାୟୀରାଜିକ ଆରକ୍ଷୀ ଏବଂ ଡାକ୍ତରୀ ଅଧ୍ୟକ୍ଷଙ୍କ ବିରୁଦ୍ଧରେ ଦୁର୍ନୀତି ମାମଲା ଦାୟର ହୋଇଛି। କ୍ଷମତାରେ ଥିବା ବେଳେ ସେମାନେ ଅନେକ ଅନିୟମିତତା କରିଥିବା ଅଭିଯୋଗ ହୋଇଛି। ଗୋଟିଏ ବର୍ଷରେ ଏଭଳି ଅନେକ ଘଟଣା ସାମ୍ନାକୁ ଆସିଛି। ସରକାରୀ ଅଧିକାରୀଙ୍କ ଦୁର୍ନୀତି ବିରୋଧରେ ତଦନ୍ତ ପାଇଁ ସ୍ୱତନ୍ତ୍ର ସଂସ୍ଥା ଗଠନ କରାଯାଇଛି। କିନ୍ତୁ ବହୁ ମାମଲା ବର୍ଷ ବର୍ଷ ଧରି ବିଚାରାଧୀନ ରହୁଛି। ସାଧାରଣ ନାଗରିକ ନ୍ୟାୟ ପାଇବାକୁ ଦୀର୍ଘ ସମୟ ଅପେକ୍ଷା କରୁଛନ୍ତି। ଦୋଷୀଙ୍କୁ ଦଣ୍ଡ ମିଳିବା ପାଇଁ ଦ୍ରୁତ ନ୍ୟାୟାଳୟ ଆବଶ୍ୟକ। ଲୋକପାଳ ଆଇନ ପ୍ରଣୟନ ପରେ ମଧ୍ୟ ଦୁର୍ନୀତି ଦମନ ଦିଗରେ ଆଶାନୁରୂପ ପ୍ରଗତି ହୋଇନାହିଁ। ରାଜନୈତିକ ଦଳମାନେ ପରସ୍ପର ଉପରେ ଅଭିଯୋଗ ଲଗାଉଛନ୍ତି। କିନ୍ତୁ ନିଜ ଦଳର ଦୋଷୀଙ୍କ ବିରୋଧରେ କାର୍ଯ୍ୟାନୁଷ୍ଠାନ ନେବାକୁ ପଛଘୁଞ୍ଚା ଦେଉଛନ୍ତି। ଏପରି ପରିସ୍ଥିତିରେ ଗଣତନ୍ତ୍ର ପ୍ରତି ଲୋକଙ୍କ ବିଶ୍ୱାସ ଦୋହଲି ଯାଉଛି। ସ୍ୱଚ୍ଛ ଶାସନ ପାଇଁ ସମସ୍ତଙ୍କ ସହଯୋଗ ଆବଶ୍ୟକ। ଗଣମାଧ୍ୟମ ଓ ନାଗରିକ ସମାଜ ଏଥିରେ ଗୁରୁତ୍ୱପୂର୍ଣ୍ଣ ଭୂମିକା ଗ୍ରହଣ କରିପାରିବେ। (1174, 262, 1490, 438)
reader-banner-text: ପାଠକ ଶ୍ରେଷ୍ଠ ବିଚାରକ (1258, 661, 1429, 683)
sudoku-cell[interactable]: 1 (1319, 1938, 1346, 1967)
badge-text: ଆଜିର ଅର୍ଥନୀତି (633, 498, 765, 524)
main2-headline: କୃଷି ବଜେଟ୍ ସ୍ୱାଗତଯୋଗ୍ୟ (415, 865, 1097, 938)
sudoku-cell[interactable] (1319, 1750, 1346, 1779)
solution-cell: 3 (1330, 2157, 1349, 2176)
sudoku-cell[interactable]: 6 (1292, 1879, 1319, 1908)
solution-cell: 7 (1386, 2008, 1405, 2027)
letter2-signature: ସୁରେନ୍ଦ୍ର ନାୟକ, ଭଦ୍ରକ, କଟକ, ଖୋର୍ଦ୍ଧା (1308, 1262, 1490, 1275)
solution-cell: 5 (1442, 2139, 1461, 2158)
sudoku-cell[interactable] (1292, 1938, 1319, 1967)
sudoku-cell[interactable] (1210, 1750, 1237, 1779)
solution-cell: 5 (1330, 2064, 1349, 2083)
contact-line-3: କେବଳ ସମ୍ପାଦକଙ୍କୁ ପତ୍ର, ଖବର ପାଇଁ ବ୍ୟବହାର କରନ୍ତୁ : (1199, 1340, 1465, 1353)
main1-body-right: ୨୦୧୩-୧୪ ବର୍ଷର ଅନ୍ତରୀଣ ବଜେଟ୍ ଉପସ୍ଥାପନ କରି କେନ୍ଦ୍ର ଅର୍ଥମନ୍ତ୍ରୀ ପି. ଚିଦାମ୍ବରମ୍ ଦେଶବାସୀଙ୍କୁ ଚମକିତ କରିଦେଇଛନ୍ତି। ରାଜକୋଷୀୟ ନିଅଣ୍ଟକୁ ମୋଟ ଘରୋଇ ଉତ୍ପାଦର ୪.୬ ପ୍ରତିଶତ ମଧ୍ୟରେ ସୀମିତ ରଖିବାକୁ ସେ ଦାବି କରିଛନ୍ତି। କିନ୍ତୁ ଏହି ସଫଳତା ପଛରେ ରହିଛି ଯୋଜନା ବ୍ୟୟରେ ବିପୁଳ କାଟକଣା। ସାମାଜିକ କ୍ଷେତ୍ର, ଶିକ୍ଷା, ସ୍ୱାସ୍ଥ୍ୟ ଓ ଗ୍ରାମୀଣ ବିକାଶ ପାଇଁ ଧାର୍ଯ୍ୟ ଅର୍ଥରୁ ହଜାର ହଜାର କୋଟି ଟଙ୍କା କଟାଯାଇଛି। ପ୍ରକୃତରେ ଏହା ହିସାବର ଭେଲିକି ଛଡା ଆଉ କିଛି ନୁହେଁ। ଅର୍ଥନୀତିର ବୃଦ୍ଧି ହାର ଦଶନ୍ଧିର ସର୍ବନିମ୍ନ ସ୍ତରରେ ପହଞ୍ଚିଛି। ଶିଳ୍ପ ଉତ୍ପାଦନ ହ୍ରାସ ପାଇଛି ଏବଂ ମୁଦ୍ରାସ୍ଫୀତି ସାଧାରଣ ଲୋକଙ୍କ ଜୀବନକୁ ଦୁର୍ବିଷହ କରିଦେଇଛି। ଏଭଳି ପରିସ୍ଥିତିରେ ନିଅଣ୍ଟ ହ୍ରାସ ପାଇଁ ବିକାଶମୂଳକ ଖର୍ଚ୍ଚ କାଟିବା କେତେଦୂର ଯଥାର୍ଥ, ତାହା ବିଚାରଣୀୟ। ବିଦେଶୀ ପୁଞ୍ଜିନିବେଶକଙ୍କୁ ଆକୃଷ୍ଟ କରିବା ପାଇଁ ମୂଲ୍ୟାୟନ ସଂସ୍ଥାମାନଙ୍କୁ ସନ୍ତୁଷ୍ଟ କରିବା ସରକାରଙ୍କ ପ୍ରାଥମିକତା ହୋଇଥିବା ଜଣାପଡୁଛି। ଚଳିତ ଖାତା ନିଅଣ୍ଟ ରେକର୍ଡ ସ୍ତରରେ ପହଞ୍ଚିଛି। ସବସିଡି ବାବଦ ବକେୟା ଅର୍ଥକୁ ଆଗାମୀ ବର୍ଷକୁ ଠେଲି ଦିଆଯାଇଛି। ଫଳରେ ପରବର୍ତ୍ତୀ ସରକାରଙ୍କ ଉପରେ ବିପୁଳ ଭାର ପଡିବ। ନିର୍ବାଚନ ପୂର୍ବରୁ ଏପରି ହିସାବ ଦେଖାଇ ସରକାର ନିଜ ସଫଳତାର ଢୋଲ ପିଟୁଛନ୍ତି। କିନ୍ତୁ ସାଧାରଣ ଲୋକ ଏହାର ଫଳ ଭୋଗିବେ। ଅର୍ଥନୀତିର ମୌଳିକ ସମସ୍ୟାର ସମାଧାନ ନକରି କେବଳ ସଂଖ୍ୟାର ଖେଳ ଖେଳିବା ଦୀର୍ଘମିଆଦି ଦୃଷ୍ଟିରୁ କ୍ଷତିକାରକ ହେବ। ପୁଞ୍ଜିନିବେଶ ବୃଦ୍ଧି, ରୋଜଗାର ସୃଷ୍ଟି ଓ ମୂଲ୍ୟବୃଦ୍ଧି ନିୟନ୍ତ୍ରଣ ଦିଗରେ ଠୋସ ପଦକ୍ଷେପ ନିଆଯିବା ଆବଶ୍ୟକ ଥିଲା। ଗ୍ରାମୀଣ ଅର୍ଥନୀତିକୁ ସୁଦୃଢ କରିବା, କୃଷି ଉତ୍ପାଦନ ବୃଦ୍ଧି ଓ ଭିତ୍ତିଭୂମି ବିକାଶ ପାଇଁ ଅଧିକ ଅର୍ଥ ବ୍ୟୟ କରାଯିବା ଉଚିତ ଥିଲା। ଅର୍ଥମନ୍ତ୍ରୀଙ୍କ ଏହି ଭେଲିକି କେତେଦିନ ଚାଲିବ, ତାହା ସମୟ ହିଁ କହିବ। (854, 176, 1160, 474)
sudoku-cell[interactable] (1265, 1780, 1292, 1810)
main3-signature: ଅଧ୍ୟାପକ ନଗର, କଟକ, ମୋ-୯୪୩୭୬୭୮୪୭୫ (959, 2300, 1160, 2313)
sudoku-cell[interactable] (1429, 1908, 1456, 1937)
solution-cell: 6 (1423, 2064, 1442, 2083)
solution-cell: 5 (1404, 2120, 1423, 2139)
chirantani-author: -କାଳିନ୍ଦୀ ଚରଣ ପାଣିଗ୍ରାହୀ (1328, 163, 1480, 181)
sudoku-cell[interactable] (1401, 1750, 1428, 1779)
sudoku-cell[interactable] (1374, 1721, 1401, 1750)
logo-text: ଧରିତ୍ରୀ (990, 10, 1059, 36)
letter2-body: ମହାଶୟ, ଆଜିକାଲି ସମାଜରେ ନୈତିକତାର ଅବକ୍ଷୟ ଦ୍ରୁତ ଗତିରେ ଘଟୁଛି। ଶିକ୍ଷାନୁଷ୍ଠାନଗୁଡିକରେ ନୈତିକ ଶିକ୍ଷା ଉପରେ ଗୁରୁତ୍ୱ ଦିଆଯାଉନାହିଁ। ପିଲାମାନେ କେବଳ ପରୀକ୍ଷାରେ ଭଲ ନମ୍ବର ପାଇବା ପାଇଁ ପଢୁଛନ୍ତି। ପରିବାରରେ ମଧ୍ୟ ବଡମାନେ ପିଲାଙ୍କୁ ସଂସ୍କାର ଦେବାକୁ ସମୟ ପାଉନାହାନ୍ତି। ଫଳରେ ଯୁବପିଢି ପଥଭ୍ରଷ୍ଟ ହେଉଛି। ସମାଜରେ ଅପରାଧ ବଢିଚାଲିଛି। ଏହି ସମସ୍ୟାର ସମାଧାନ ପାଇଁ ପାଠ୍ୟକ୍ରମରେ ନୈତିକ ଶିକ୍ଷାକୁ ଅନ୍ତର୍ଭୁକ୍ତ କରାଯିବା ଆବଶ୍ୟକ। ଗୁରୁଜନମାନେ ନିଜେ ଆଦର୍ଶ ହୋଇ ପିଲାଙ୍କ ଆଗରେ ଉଦାହରଣ ସୃଷ୍ଟି କରିବା ଦରକାର। ଧର୍ମୀୟ ଓ ସାଂସ୍କୃତିକ ମୂଲ୍ୟବୋଧକୁ ପୁନର୍ଜୀବିତ କରିବା ପାଇଁ ସମାଜର ସମସ୍ତ ସ୍ତରରେ ପ୍ରୟାସ ହେବା ଉଚିତ। (1174, 958, 1490, 1079)
letter2-title: ନୈତିକତାର ଅବକ୍ଷୟ (1255, 926, 1409, 950)
solution-cell: 1 (1311, 2120, 1330, 2139)
sudoku-cell[interactable] (1210, 1849, 1237, 1879)
ads-email[interactable]: E-mail:advt@dharitri.com (1252, 1421, 1412, 1434)
main1-body-mid: ୨୦୧୩-୧୪ ବର୍ଷର ଅନ୍ତରୀଣ ବଜେଟ୍ ଉପସ୍ଥାପନ କରି କେନ୍ଦ୍ର ଅର୍ଥମନ୍ତ୍ରୀ ପି. ଚିଦାମ୍ବରମ୍ ଦେଶବାସୀଙ୍କୁ ଚମକିତ କରିଦେଇଛନ୍ତି। ରାଜକୋଷୀୟ ନିଅଣ୍ଟକୁ ମୋଟ ଘରୋଇ ଉତ୍ପାଦର ୪.୬ ପ୍ରତିଶତ ମଧ୍ୟରେ ସୀମିତ ରଖିବାକୁ ସେ ଦାବି କରିଛନ୍ତି। କିନ୍ତୁ ଏହି ସଫଳତା ପଛରେ ରହିଛି ଯୋଜନା ବ୍ୟୟରେ ବିପୁଳ କାଟକଣା। ସାମାଜିକ କ୍ଷେତ୍ର, ଶିକ୍ଷା, ସ୍ୱାସ୍ଥ୍ୟ ଓ ଗ୍ରାମୀଣ ବିକାଶ ପାଇଁ ଧାର୍ଯ୍ୟ ଅର୍ଥରୁ ହଜାର ହଜାର କୋଟି ଟଙ୍କା କଟାଯାଇଛି। ପ୍ରକୃତରେ ଏହା ହିସାବର ଭେଲିକି ଛଡା ଆଉ କିଛି ନୁହେଁ। ଅର୍ଥନୀତିର ବୃଦ୍ଧି ହାର ଦଶନ୍ଧିର ସର୍ବନିମ୍ନ ସ୍ତରରେ ପହଞ୍ଚିଛି। ଶିଳ୍ପ ଉତ୍ପାଦନ ହ୍ରାସ ପାଇଛି ଏବଂ ମୁଦ୍ରାସ୍ଫୀତି ସାଧାରଣ ଲୋକଙ୍କ ଜୀବନକୁ ଦୁର୍ବିଷହ କରିଦେଇଛି। ଏଭଳି ପରିସ୍ଥିତିରେ ନିଅଣ୍ଟ ହ୍ରାସ ପାଇଁ ବିକାଶମୂଳକ ଖର୍ଚ୍ଚ କାଟିବା କେତେଦୂର ଯଥାର୍ଥ, ତାହା ବିଚାରଣୀୟ। ବିଦେଶୀ ପୁଞ୍ଜିନିବେଶକଙ୍କୁ ଆକୃଷ୍ଟ କରିବା ପାଇଁ ମୂଲ୍ୟାୟନ ସଂସ୍ଥାମାନଙ୍କୁ ସନ୍ତୁଷ୍ଟ କରିବା ସରକାରଙ୍କ ପ୍ରାଥମିକତା ହୋଇଥିବା ଜଣାପଡୁଛି। ଚଳିତ ଖାତା ନିଅଣ୍ଟ ରେକର୍ଡ ସ୍ତରରେ ପହଞ୍ଚିଛି। ସବସିଡି ବାବଦ ବକେୟା ଅର୍ଥକୁ ଆଗାମୀ ବର୍ଷକୁ ଠେଲି ଦିଆଯାଇଛି। ଫଳରେ ପରବର୍ତ୍ତୀ ସରକାରଙ୍କ ଉପରେ ବିପୁଳ ଭାର ପଡିବ। ନିର୍ବାଚନ ପୂର୍ବରୁ ଏପରି ହିସାବ ଦେଖାଇ ସରକାର ନିଜ ସଫଳତାର ଢୋଲ ପିଟୁଛନ୍ତି। କିନ୍ତୁ ସାଧାରଣ ଲୋକ ଏହାର ଫଳ ଭୋଗିବେ। ଅର୍ଥନୀତିର ମୌଳିକ ସମସ୍ୟାର ସମାଧାନ ନକରି କେବଳ ସଂଖ୍ୟାର ଖେଳ ଖେଳିବା ଦୀର୍ଘମିଆଦି ଦୃଷ୍ଟିରୁ କ୍ଷତିକାରକ ହେବ। ପୁଞ୍ଜିନିବେଶ ବୃଦ୍ଧି, ରୋଜଗାର ସୃଷ୍ଟି ଓ ମୂଲ୍ୟବୃଦ୍ଧି ନିୟନ୍ତ୍ରଣ ଦିଗରେ ଠୋସ ପଦକ୍ଷେପ ନିଆଯିବା ଆବଶ୍ୟକ ଥିଲା। ଗ୍ରାମୀଣ ଅର୍ଥନୀତିକୁ ସୁଦୃଢ କରିବା, କୃଷି ଉତ୍ପାଦନ ବୃଦ୍ଧି ଓ ଭିତ୍ତିଭୂମି ବିକାଶ ପାଇଁ ଅଧିକ ଅର୍ଥ ବ୍ୟୟ କରାଯିବା ଉଚିତ ଥିଲା। ଅର୍ଥମନ୍ତ୍ରୀଙ୍କ ଏହି ଭେଲିକି କେତେଦିନ ଚାଲିବ, ତାହା ସମୟ ହିଁ କହିବ। (546, 176, 846, 488)
solution-cell: 8 (1423, 2083, 1442, 2102)
sudoku-answer-note: ଏହାର ଉତ୍ତର ଆସନ୍ତାକାଲି ପ୍ରକାଶ ପାଇବ । (1234, 1983, 1432, 1996)
sudoku-cell[interactable] (1265, 1938, 1292, 1967)
sudoku-cell[interactable] (1237, 1839, 1264, 1848)
col1-headline: ତଦନ୍ତରେ ଶୁନ (37, 76, 189, 106)
sudoku-cell[interactable]: 8 (1237, 1879, 1264, 1908)
sudoku-cell[interactable] (1265, 1908, 1292, 1937)
solution-cell: 4 (1442, 2083, 1461, 2102)
solution-cell: 4 (1423, 2008, 1442, 2027)
sudoku-odia-label: ସୁ-ଡୋ-କୁ (1295, 1669, 1385, 1697)
sudoku-cell[interactable]: 8 (1374, 1780, 1401, 1810)
solution-cell: 7 (1460, 2064, 1479, 2083)
solution-cell: 2 (1348, 2064, 1367, 2083)
envelope-icon (1188, 659, 1248, 685)
sudoku-cell[interactable]: 4 (1347, 1750, 1374, 1779)
sudoku-solution-label: ଗତକାଲିର ପ୍ରହେଳିକାର ଉତ୍ତର (1337, 2180, 1453, 2190)
solution-cell: 4 (1348, 2120, 1367, 2139)
main1-signature: -ସତ୍ୟବ୍ରତ ନାୟକ (1077, 828, 1160, 841)
archive-label: ପଚିଶ ବର୍ଷ ତଳର ଧରିତ୍ରୀ... (1227, 1537, 1394, 1555)
sudoku-cell[interactable]: 6 (1292, 1810, 1319, 1839)
solution-cell: 8 (1330, 2139, 1349, 2158)
sudoku-cell[interactable] (1401, 1810, 1428, 1839)
bottom-left-byline: ଡ. କିଶୋର ମହାନ୍ତି (4, 1640, 121, 1658)
sudoku-cell[interactable] (1265, 1849, 1292, 1879)
solution-cell: 6 (1367, 2008, 1386, 2027)
solution-cell: 5 (1386, 2083, 1405, 2102)
quote-box (344, 6, 930, 50)
sudoku-cell[interactable] (1319, 1908, 1346, 1937)
solution-cell: 7 (1348, 2139, 1367, 2158)
solution-cell: 2 (1442, 2120, 1461, 2139)
main3-body-right: ଗୋଦାବରୀଶଙ୍କର 'କାଳିଆର' ଲୋକଗୀତ ସମ୍ପର୍କରେ ଆଲୋଚନା କରିବା ସମୟରେ ଜଣାପଡେ ଯେ ଲୋକଗୀତ ହିଁ ଆମ ସାହିତ୍ୟର ମୂଳଦୁଆ। ଆମ ଲୋକକବିମାନେ ଅତି ସରଳ ଭାଷାରେ ଜୀବନର ଗଭୀର ସତ୍ୟକୁ ପ୍ରକାଶ କରିଛନ୍ତି। ''ବାଟ ଚାଲେ ଚାଲେ ଚାଲେ, ଘାଟ ଚାଲେ ଚାଲେ ଚାଲେ'' ଭଳି ଗୀତ ପିଢି ପରେ ପିଢି ଲୋକଙ୍କ ମୁହଁରେ ରହିଆସିଛି। ଚାଷୀ ହଳ କରିବା ବେଳେ, ମାଝି ନାଆ ବାହିବା ବେଳେ, ମା' ପିଲାକୁ ଶୁଆଇବା ବେଳେ ଗୀତ ଗାଉଥିଲେ। ଏହି ଗୀତଗୁଡିକ ଶ୍ରମକୁ ସହଜ କରୁଥିଲା ଓ ମନକୁ ଆନନ୍ଦ ଦେଉଥିଲା। ବିବାହ ଅବସରରେ ଗାଉଥିବା ଗୀତଗୁଡିକ ପରିବାର ଓ ସମାଜର ସମ୍ପର୍କକୁ ସୁଦୃଢ କରୁଥିଲା। କନ୍ୟା ବିଦାୟ ବେଳର କରୁଣ ଗୀତ ଶୁଣି ସମସ୍ତଙ୍କ ଆଖିରୁ ଲୁହ ଝରିପଡୁଥିଲା। ''ଯାଉଛି ମାଆ ଲୋ ଶାଶୁଘରକୁ, ମନେ ପକାଇବୁ ମୋତେ'' ଭଳି ପଦଗୁଡିକ ଆଜି ମଧ୍ୟ ଲୋକଙ୍କ ହୃଦୟକୁ ଛୁଇଁଯାଏ। ପର୍ବପର୍ବାଣି ଅବସରରେ ଗାଉଥିବା ଗୀତ ଧର୍ମୀୟ ଭାବନାକୁ ଜାଗ୍ରତ କରୁଥିଲା। ରଜ ପର୍ବରେ ଦୋଳିଗୀତ, ଦୋଳ ପୂର୍ଣ୍ଣିମାରେ ଫଗୁ ଗୀତ, କାର୍ତ୍ତିକ ମାସରେ ବୋଇତ ବନ୍ଦାଣ ଗୀତ ଆମ ସଂସ୍କୃତିର ଅବିଚ୍ଛେଦ୍ୟ ଅଙ୍ଗ। କିନ୍ତୁ ଆଜି ଏହି ପରମ୍ପରା କ୍ରମଶଃ ହଜିଯାଉଛି। ଆଧୁନିକ ସଙ୍ଗୀତ ଯନ୍ତ୍ର ଓ ଫିଲ୍ମୀ ଗୀତର ପ୍ରଭାବରେ ଲୋକଗୀତ ଉପେକ୍ଷିତ ହେଉଛି। ଲୋକଗୀତ ଗାୟକମାନେ ଆର୍ଥିକ ଅନଟନରେ ଏହି କଳାକୁ ଛାଡି ଅନ୍ୟ ବୃତ୍ତି ଆପଣାଉଛନ୍ତି। ଏହି ପରିସ୍ଥିତିରେ ସରକାର ଓ ସମାଜ ଉଭୟଙ୍କୁ ଆଗେଇ ଆସିବାକୁ ପଡିବ। ଲୋକଗୀତ ଗାୟକଙ୍କୁ ସମ୍ମାନ ଓ ଭତ୍ତା ପ୍ରଦାନ, ଲୋକଗୀତ ଉତ୍ସବ ଆୟୋଜନ ଏବଂ ବିଦ୍ୟାଳୟ ପାଠ୍ୟକ୍ରମରେ ଲୋକଗୀତ ଅନ୍ତର୍ଭୁକ୍ତି ଦ୍ୱାରା ଏହି ପରମ୍ପରାକୁ ବଞ୍ଚାଇ ରଖାଯାଇପାରିବ। ଡିଜିଟାଲ ମାଧ୍ୟମରେ ଲୋକଗୀତ ରେକର୍ଡ କରି ସଂରକ୍ଷଣ କରିବା ମଧ୍ୟ ଆବଶ୍ୟକ। ନଚେତ୍ ଆଗାମୀ ପିଢି ଏହି ଅମୂଲ୍ୟ ଐତିହ୍ୟରୁ ବଞ୍ଚିତ ହେବେ ଏବଂ ଆମ ସଂସ୍କୃତିର ଏକ ଗୁରୁତ୍ୱପୂର୍ଣ୍ଣ ଅଧ୍ୟାୟ ଚିରଦିନ ପାଇଁ ହଜିଯିବ। (756, 1730, 1161, 1974)
sudoku-cell[interactable]: 2 (1210, 1810, 1237, 1839)
main2-body-left: ରାଜ୍ୟ ବିଧାନସଭାରେ ଚଳିତ ବର୍ଷ କୃଷି ବଜେଟ୍ ଅଲଗା ଭାବେ ଉପସ୍ଥାପିତ ହୋଇଛି। ଏହା ଚାଷୀମାନଙ୍କ ପାଇଁ ଆଶାର ଆଲୋକ। ବଜେଟରେ ଜଳସେଚନ କ୍ଷେତ୍ର ପାଇଁ ସର୍ବାଧିକ ଅର୍ଥ ଆବଣ୍ଟନ କରାଯାଇଛି। ନଦୀ ଉଠା ଜଳସେଚନ ପ୍ରକଳ୍ପ, ଚେକ୍ ଡ୍ୟାମ ନିର୍ମାଣ ଓ ଗଭୀର ନଳକୂପ ପାଇଁ ପର୍ଯ୍ୟାପ୍ତ ବ୍ୟବସ୍ଥା ରହିଛି। କୃଷି ଯନ୍ତ୍ରପାତି କିଣିବା ପାଇଁ ରିହାତି ପ୍ରଦାନ, ଉନ୍ନତ ବିହନ ବଣ୍ଟନ ଓ ମୃତ୍ତିକା ପରୀକ୍ଷା ସୁବିଧା ବିସ୍ତାର କରାଯିବ। କ୍ଷୁଦ୍ର ଓ ନାମମାତ୍ର ଚାଷୀଙ୍କ ପାଇଁ ସୁଧମୁକ୍ତ ଋଣ ଯୋଗାଇବାର ପ୍ରସ୍ତାବ ରହିଛି। ଶସ୍ୟବୀମା ଯୋଜନାକୁ ଆହୁରି ବ୍ୟାପକ କରାଯିବ। ଫସଲ ସଂରକ୍ଷଣ ପାଇଁ ଶୀତଳ ଭଣ୍ଡାର ଓ ଗୋଦାମ ନିର୍ମାଣ କରାଯିବ। ଚାଷୀ ଯେପରି ନିଜ ଉତ୍ପାଦର ଉଚିତ ମୂଲ୍ୟ ପାଇବେ, ସେଥିପାଇଁ ନିୟନ୍ତ୍ରିତ ବଜାର ବ୍ୟବସ୍ଥାକୁ ସୁଦୃଢ କରାଯିବ। ଉଦ୍ୟାନ କୃଷି, ପଶୁପାଳନ ଓ ମତ୍ସ୍ୟଚାଷ ପାଇଁ ମଧ୍ୟ ସ୍ୱତନ୍ତ୍ର ବ୍ୟବସ୍ଥା ରହିଛି। ମହିଳା ସ୍ୱୟଂ ସହାୟକ ଗୋଷ୍ଠୀଙ୍କୁ କୃଷିଭିତ୍ତିକ ଉଦ୍ୟୋଗ ପାଇଁ ପ୍ରୋତ୍ସାହନ ଦିଆଯିବ। ଜୈବିକ ଚାଷକୁ ଉତ୍ସାହିତ କରିବା ପାଇଁ ମଧ୍ୟ ପଦକ୍ଷେପ ନିଆଯାଇଛି। କୃଷି ଶିକ୍ଷା ଓ ଗବେଷଣା ପାଇଁ ଅଧିକ ଅର୍ଥ ଆବଣ୍ଟନ କରାଯାଇଛି ଯାହାଦ୍ୱାରା ନୂତନ ପ୍ରଯୁକ୍ତିବିଦ୍ୟା ଚାଷୀଙ୍କ ପାଖରେ ପହଞ୍ଚିପାରିବ। କିନ୍ତୁ କେବଳ ଅର୍ଥ ଆବଣ୍ଟନ କଲେ ହିଁ ସମସ୍ୟାର ସମାଧାନ ହେବ ନାହିଁ। ଏହି ଯୋଜନାଗୁଡିକର ସଠିକ କାର୍ଯ୍ୟକାରିତା ପାଇଁ ପ୍ରଶାସନିକ ଇଚ୍ଛାଶକ୍ତି ଆବଶ୍ୟକ। ତୃଣମୂଳ ସ୍ତରରେ କୃଷି ସମ୍ପ୍ରସାରଣ କର୍ମଚାରୀଙ୍କ ଅଭାବ ଦୂର କରାଯିବା ଦରକାର। ଚାଷୀଙ୍କୁ ସମୟରେ ସାର, ବିହନ ଓ ଋଣ ମିଳିବା ସୁନିଶ୍ଚିତ କରାଯିବା ଉଚିତ। ମଧ୍ୟସ୍ଥଙ୍କ ଦୌରାତ୍ମ୍ୟ ବନ୍ଦ କରି ଚାଷୀଙ୍କୁ ଧାନର ସହାୟକ ମୂଲ୍ୟ ମିଳିବା ଦରକାର। ଯଦି ଏହି ବଜେଟର ଲକ୍ଷ୍ୟ ପୂରଣ ହୁଏ, ତେବେ ଓଡିଶାର କୃଷି କ୍ଷେତ୍ରରେ ଏକ ନୂଆ ଯୁଗର ଆରମ୍ଭ ହେବ ଏବଂ ଗ୍ରାମୀଣ ଅର୍ଥନୀତି ସୁଦୃଢ ହେବ। ଚାଷୀଙ୍କ ମୁହଁରେ ହସ ଫୁଟିବ ଓ ରାଜ୍ୟ ସମୃଦ୍ଧି ପଥରେ ଆଗେଇ ଯିବ। (352, 950, 748, 1194)
